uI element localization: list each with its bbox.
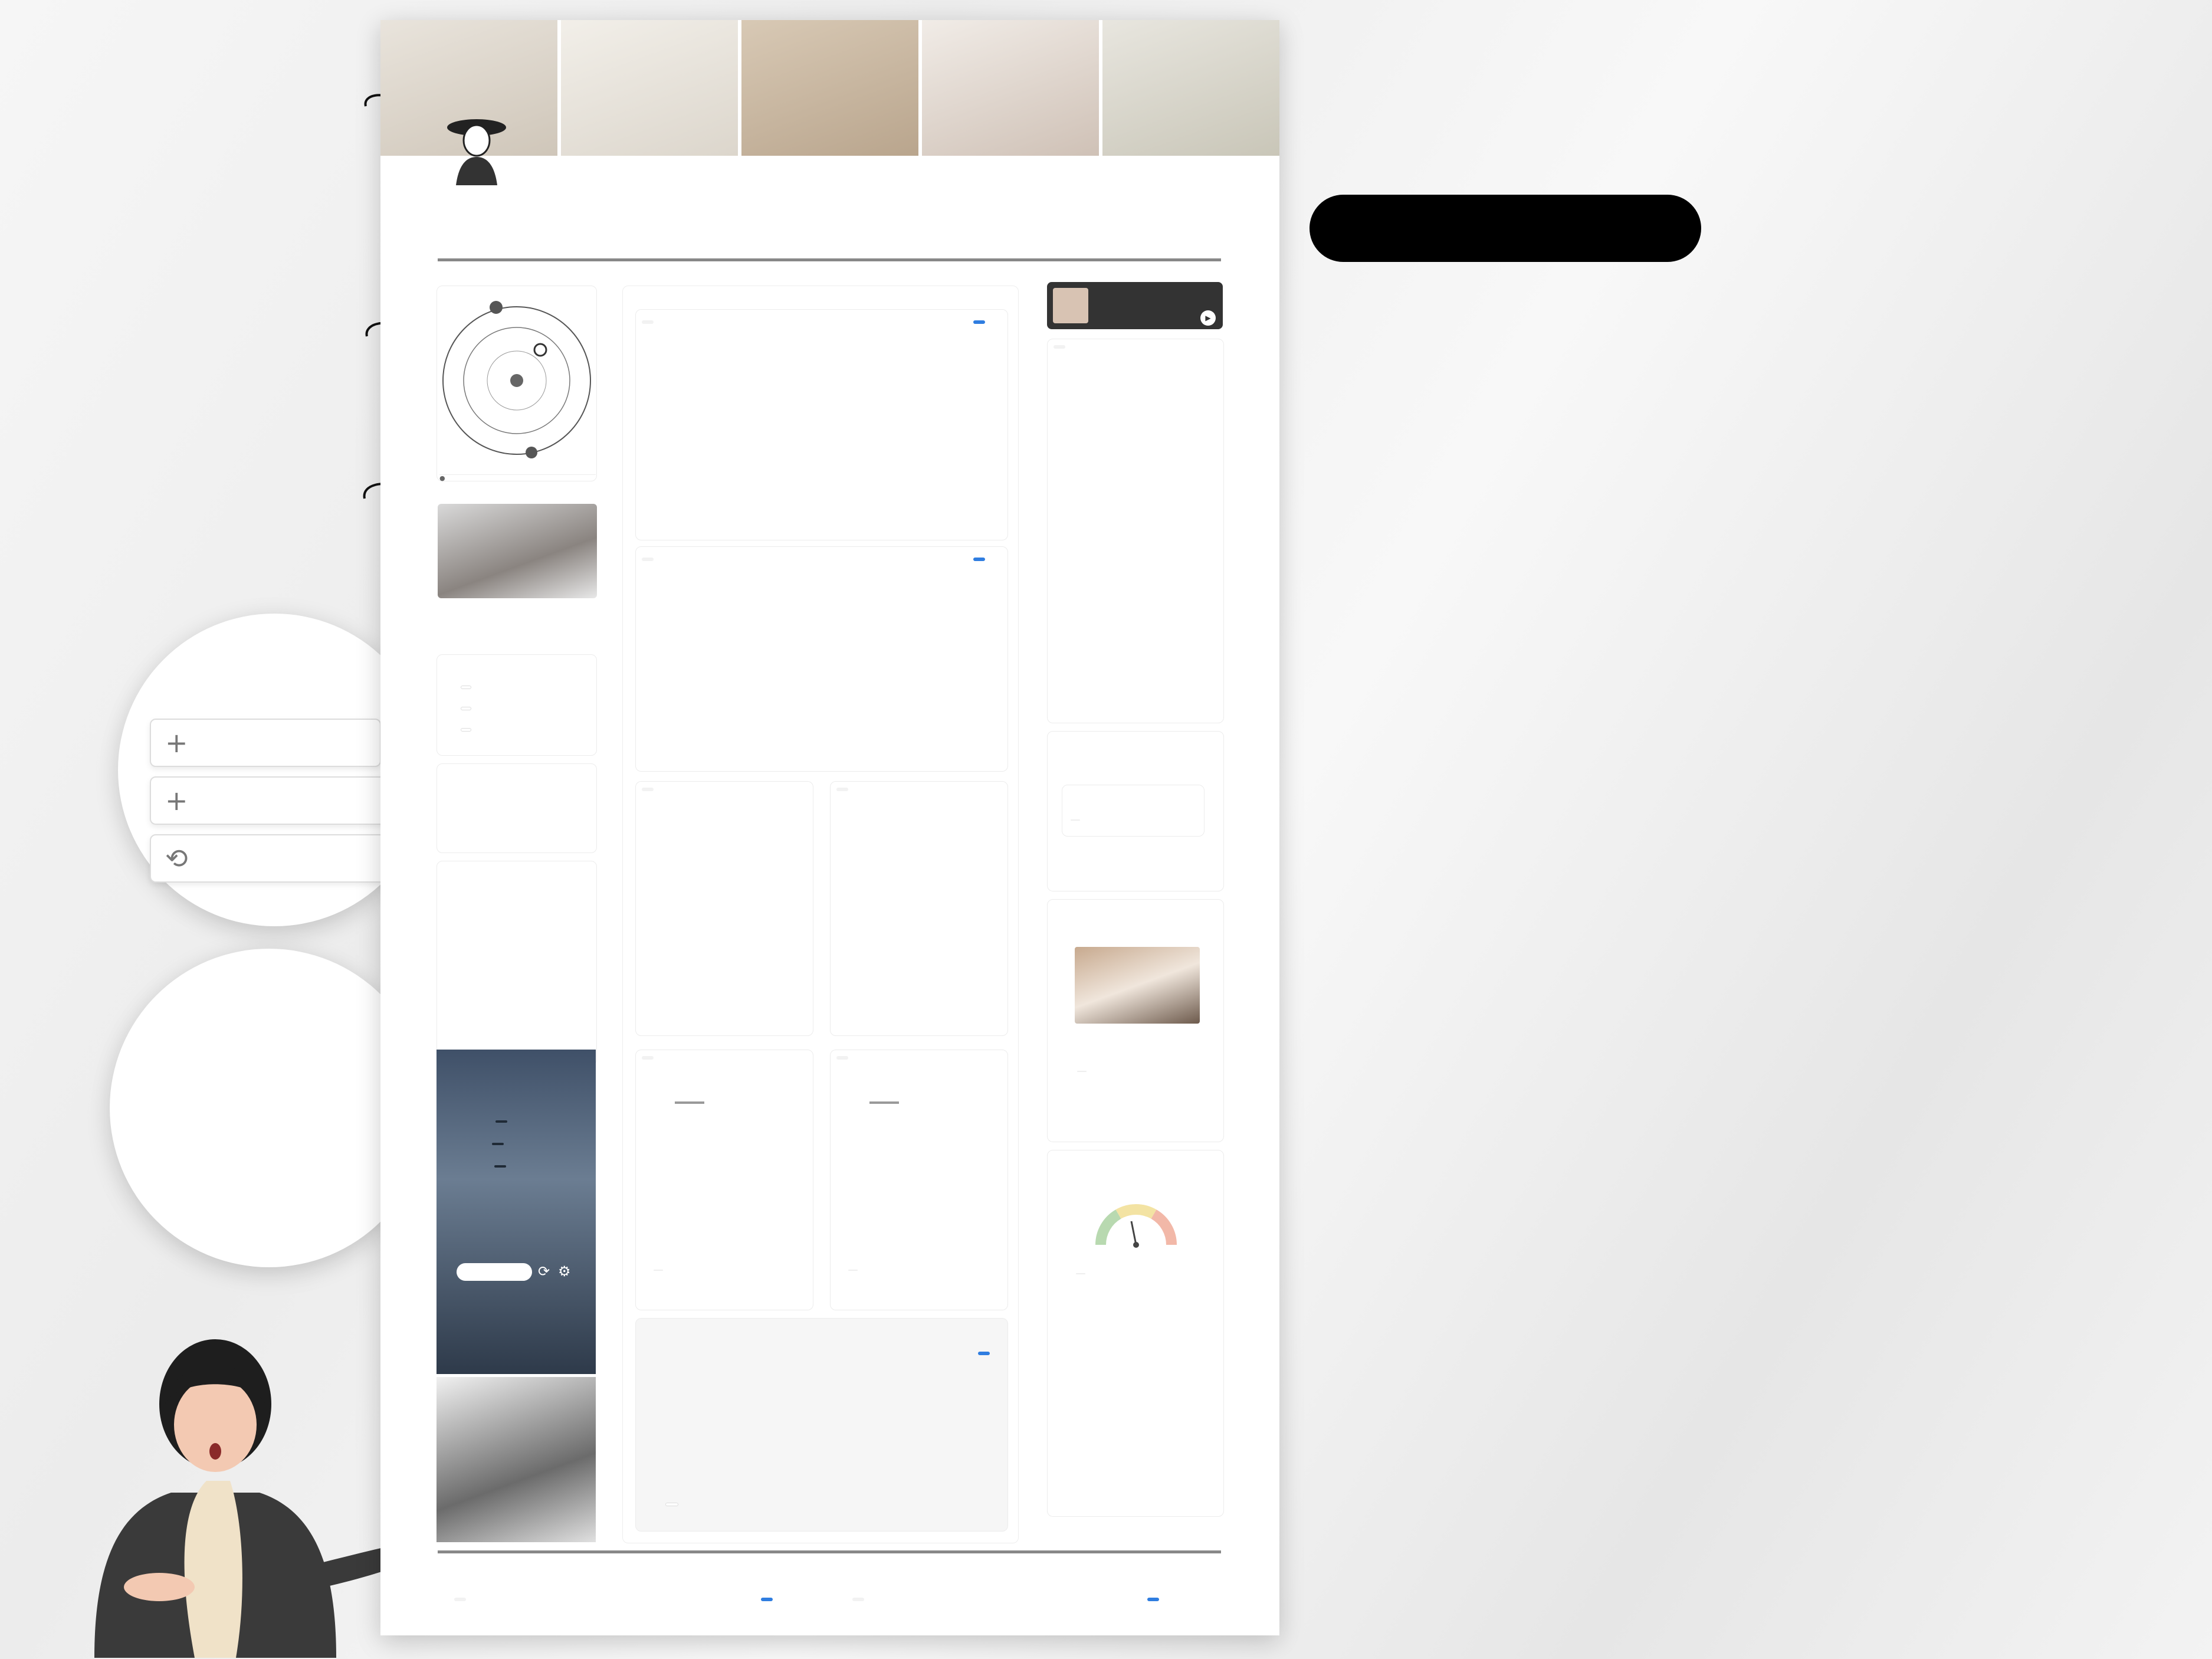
header-image (1102, 20, 1279, 156)
avatar-icon (444, 110, 509, 186)
birthday-photo (1075, 947, 1200, 1024)
evening-routine-title (836, 788, 848, 791)
create-new-task-button[interactable] (150, 719, 381, 767)
mood-card (1047, 1150, 1224, 1517)
create-new-project-button[interactable] (150, 776, 405, 825)
long-break-tab[interactable] (494, 1165, 506, 1168)
sidebar-navigation (437, 861, 597, 1065)
new-project-button[interactable] (973, 558, 985, 561)
active-projects-tab[interactable] (642, 558, 654, 561)
tasks-card (635, 309, 1008, 540)
pomodoro-tab[interactable] (495, 1120, 507, 1123)
album-art (1053, 288, 1088, 323)
header-image (741, 20, 918, 156)
habit-status (848, 1270, 858, 1271)
plus-icon: + (165, 727, 188, 759)
ongoing-tasks-tab[interactable] (642, 320, 654, 324)
divider (439, 474, 596, 475)
clock-widget (437, 286, 597, 481)
projects-card (635, 546, 1008, 772)
about-icon: ● (439, 474, 445, 482)
habit-title (836, 1056, 848, 1060)
sidebar-reset-button[interactable] (461, 728, 471, 732)
meeting-item[interactable] (1062, 785, 1205, 837)
hydration-title (642, 1056, 654, 1060)
meeting-status (1071, 819, 1080, 821)
cleaning-card (635, 1318, 1008, 1532)
about-photo (438, 504, 597, 598)
refresh-icon[interactable]: ⟳ (538, 1263, 550, 1280)
subtitle-pill (1310, 195, 1701, 262)
music-player (1047, 282, 1223, 329)
sidebar-planning (437, 763, 597, 853)
hydration-progress (675, 1101, 704, 1104)
mood-gauge (1095, 1198, 1177, 1257)
pomodoro-widget (437, 1050, 596, 1374)
morning-tracker-title (454, 1598, 466, 1601)
clock-face (437, 286, 596, 481)
dashboard-page (380, 20, 1279, 1635)
sidebar-quick-actions (437, 654, 597, 756)
morning-routine-card (635, 781, 813, 1036)
sidebar-create-project-button[interactable] (461, 707, 471, 710)
hydration-status (654, 1270, 663, 1271)
morning-routine-title (642, 788, 654, 791)
new-evening-tracker-button[interactable] (1147, 1598, 1159, 1601)
birthdays-card (1047, 899, 1224, 1142)
header-image (561, 20, 738, 156)
divider (438, 1550, 1221, 1553)
meetings-card (1047, 731, 1224, 891)
evening-tracker-title (852, 1598, 864, 1601)
mood-current (1076, 1273, 1085, 1274)
play-icon[interactable]: ▶ (1200, 310, 1216, 326)
reset-icon: ⟲ (165, 842, 188, 874)
birthday-tag (1077, 1071, 1087, 1072)
plus-icon: + (165, 785, 188, 817)
fashion-image (437, 1377, 596, 1542)
evening-routine-card (830, 781, 1008, 1036)
daily-reset-button[interactable] (665, 1503, 678, 1506)
short-break-tab[interactable] (492, 1143, 504, 1145)
new-morning-tracker-button[interactable] (761, 1598, 773, 1601)
sidebar-create-task-button[interactable] (461, 686, 471, 689)
header-image (922, 20, 1099, 156)
new-task-button[interactable] (973, 320, 985, 324)
habit-progress (869, 1101, 899, 1104)
settings-icon[interactable]: ⚙ (558, 1263, 571, 1280)
hydration-card (635, 1050, 813, 1310)
habit-card (830, 1050, 1008, 1310)
reminder-hub-card (1047, 339, 1224, 723)
pomodoro-start-button[interactable] (457, 1263, 532, 1281)
reminder-hub-title (1054, 345, 1065, 349)
divider (438, 258, 1221, 261)
new-cleaning-button[interactable] (978, 1352, 990, 1355)
